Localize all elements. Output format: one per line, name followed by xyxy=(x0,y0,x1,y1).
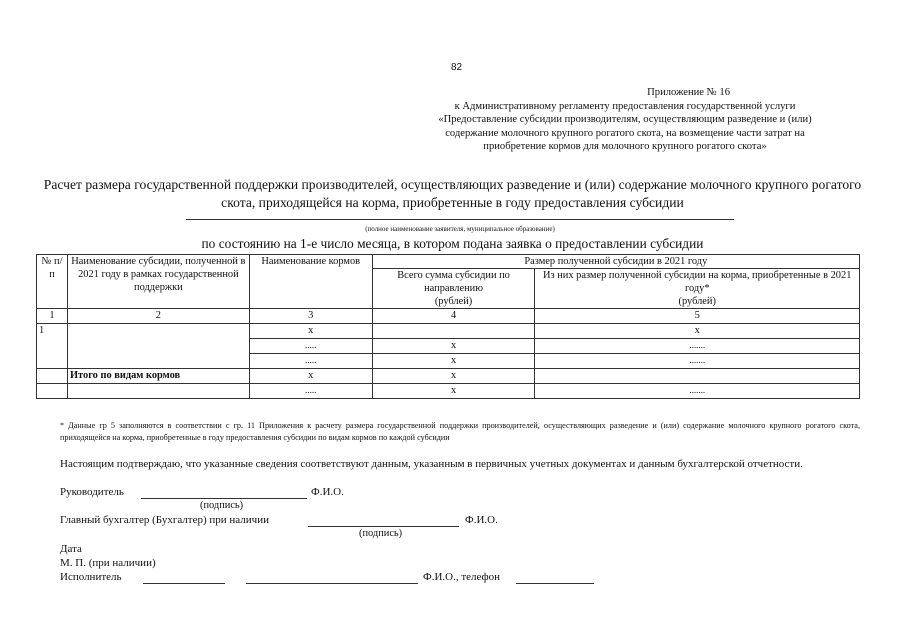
feed-part-dots-cell[interactable]: ....... xyxy=(535,384,860,399)
as-of-date-heading: по состоянию на 1-е число месяца, в котором подана заявка о предоставлении субсидии xyxy=(201,236,704,251)
header-feed-part: Из них размер полученной субсидии на корма, приобретенные в 2021 году* xyxy=(543,270,852,294)
accountant-label: Главный бухгалтер (Бухгалтер) при наличии xyxy=(60,514,269,526)
x-cell: х xyxy=(535,324,860,339)
accountant-sign-caption: (подпись) xyxy=(359,528,403,539)
applicant-name-field[interactable] xyxy=(186,219,734,220)
col-number: 1 xyxy=(37,309,68,324)
executor-label: Исполнитель xyxy=(60,571,122,583)
empty-cell xyxy=(37,369,68,384)
header-feed-part-unit: (рублей) xyxy=(678,296,716,307)
x-cell: х xyxy=(249,324,372,339)
executor-phone-field[interactable] xyxy=(516,583,594,584)
head-fio-label: Ф.И.О. xyxy=(311,486,344,498)
total-row xyxy=(37,369,860,384)
appendix-line: «Предоставление субсидии производителям, осуществляющим разведение и (или) xyxy=(438,114,812,126)
total-label: Итого по видам кормов xyxy=(67,369,249,384)
header-feed-name: Наименование кормов xyxy=(249,255,372,309)
document-title: Расчет размера государственной поддержки производителей, осуществляющих разведение и (или) содержание молочного крупного рогатого скота, приходящейся на корма, приобретенные в году предоставления субсидии xyxy=(43,177,862,210)
x-cell: х xyxy=(372,354,535,369)
footnote: * Данные гр 5 заполняются в соответствии с гр. 11 Приложения к расчету размера государственной поддержки производителей, осуществляющих разведение и (или) содержание молочного крупного рогатого скота, приходящейся на корма, приобретенные в году предоставления субсидии по видам кормов по каждой субсидии xyxy=(60,421,860,442)
head-sign-caption: (подпись) xyxy=(200,500,244,511)
stamp-label: М. П. (при наличии) xyxy=(60,557,156,569)
accountant-fio-label: Ф.И.О. xyxy=(465,514,498,526)
x-cell: х xyxy=(372,339,535,354)
col-number: 4 xyxy=(372,309,535,324)
executor-fio-phone-label: Ф.И.О., телефон xyxy=(423,571,501,583)
header-feed-part-cell xyxy=(535,269,860,309)
applicant-caption: (полное наименование заявителя, муниципальное образование) xyxy=(365,225,555,233)
empty-cell xyxy=(67,384,249,399)
header-total-cell xyxy=(372,269,535,309)
page-number: 82 xyxy=(451,62,463,73)
col-number: 3 xyxy=(249,309,372,324)
feed-dots-cell[interactable]: ..... xyxy=(249,339,372,354)
confirmation-text: Настоящим подтверждаю, что указанные сведения соответствуют данным, указанным в первичных учетных документах и данным бухгалтерской отчетности. xyxy=(60,458,803,470)
header-total: Всего сумма субсидии по направлению xyxy=(397,270,510,294)
total-cell[interactable] xyxy=(372,324,535,339)
empty-cell xyxy=(37,384,68,399)
executor-name-field[interactable] xyxy=(246,583,418,584)
subsidy-table xyxy=(36,254,860,399)
subsidy-name-cell[interactable] xyxy=(67,324,249,369)
executor-position-field[interactable] xyxy=(143,583,225,584)
date-label: Дата xyxy=(60,543,82,555)
accountant-signature-field[interactable] xyxy=(308,526,459,527)
table-header-row xyxy=(37,255,860,269)
head-signature-field[interactable] xyxy=(141,498,307,499)
column-number-row xyxy=(37,309,860,324)
x-cell: х xyxy=(249,369,372,384)
header-num: № п/п xyxy=(37,255,68,309)
table-row xyxy=(37,384,860,399)
appendix-number: Приложение № 16 xyxy=(647,87,730,98)
row-num: 1 xyxy=(37,324,68,369)
col-number: 5 xyxy=(535,309,860,324)
col-number: 2 xyxy=(67,309,249,324)
header-total-unit: (рублей) xyxy=(434,296,473,307)
appendix-header xyxy=(390,86,860,154)
head-label: Руководитель xyxy=(60,486,124,498)
appendix-line: приобретение кормов для молочного крупного рогатого скота» xyxy=(483,141,767,153)
feed-part-dots-cell[interactable]: ....... xyxy=(535,339,860,354)
x-cell: х xyxy=(372,369,535,384)
feed-dots-cell[interactable]: ..... xyxy=(249,384,372,399)
header-subsidy-size: Размер полученной субсидии в 2021 году xyxy=(372,255,859,269)
table-row xyxy=(37,324,860,339)
header-subsidy-name: Наименование субсидии, полученной в 2021 году в рамках государственной поддержки xyxy=(67,255,249,309)
appendix-line: к Административному регламенту предоставления государственной услуги xyxy=(454,100,796,112)
total-feed-part-cell[interactable] xyxy=(535,369,860,384)
x-cell: х xyxy=(372,384,535,399)
feed-part-dots-cell[interactable]: ....... xyxy=(535,354,860,369)
feed-dots-cell[interactable]: ..... xyxy=(249,354,372,369)
appendix-line: содержание молочного крупного рогатого скота, на возмещение части затрат на xyxy=(445,127,805,139)
